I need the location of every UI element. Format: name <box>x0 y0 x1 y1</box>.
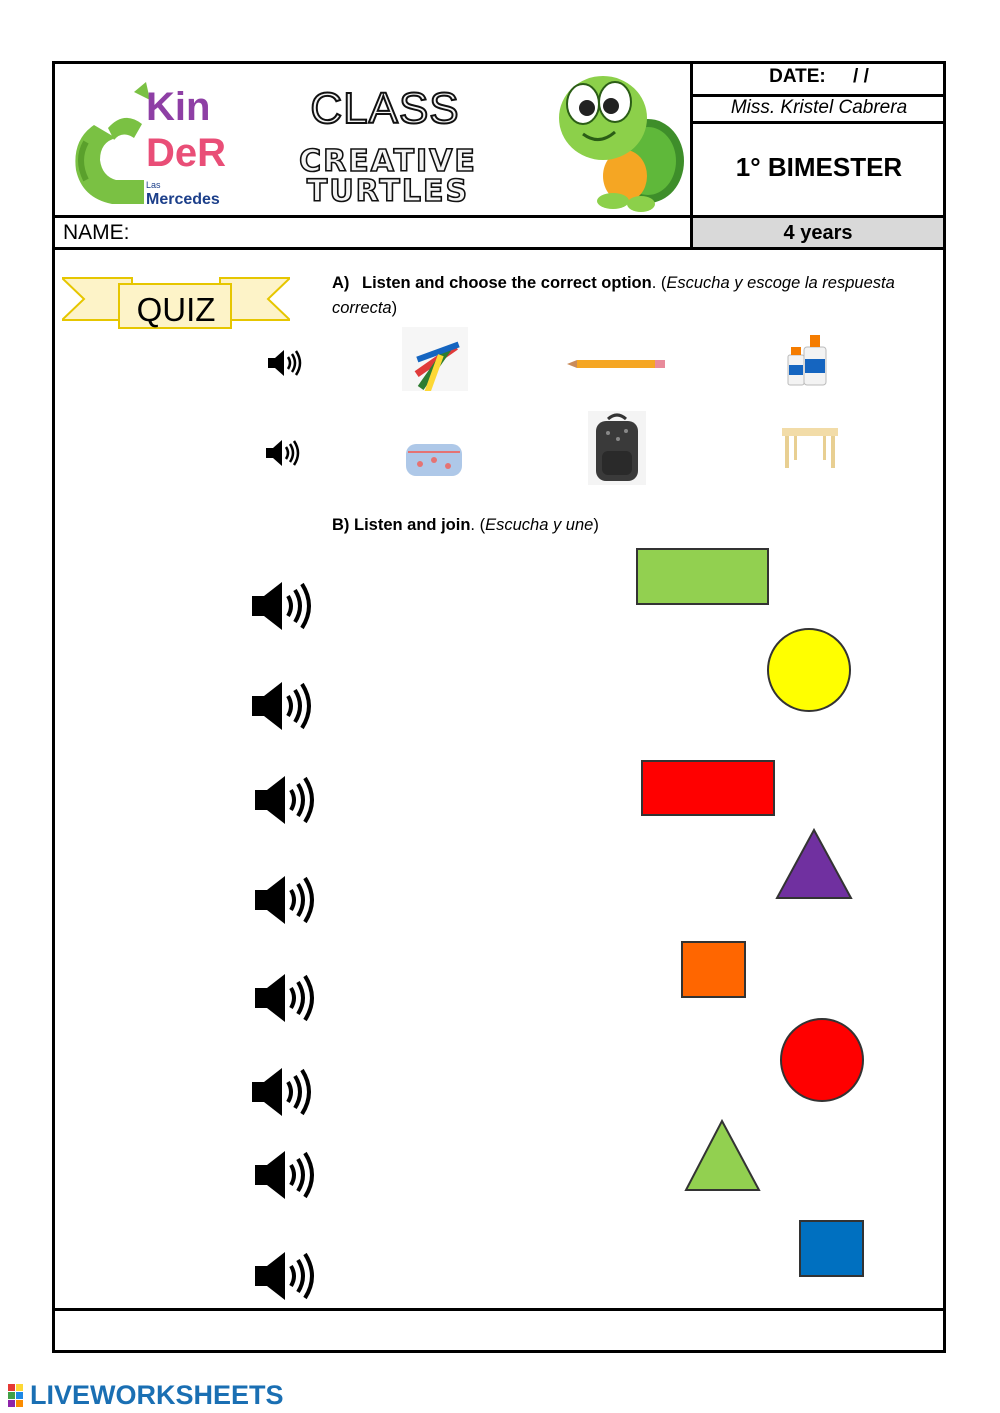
section-b-instruction <box>332 513 732 538</box>
purple-triangle[interactable] <box>777 830 851 898</box>
yellow-circle[interactable] <box>768 629 850 711</box>
speaker-icon[interactable] <box>250 580 314 637</box>
shapes-area <box>600 540 900 1300</box>
class-label: CLASS <box>310 84 460 133</box>
teacher-name: Miss. Kristel Cabrera <box>730 97 908 118</box>
red-circle[interactable] <box>781 1019 863 1101</box>
section-a-italic: Escucha y escoge la respuesta correcta <box>332 274 895 317</box>
section-a-tail: . ( <box>651 274 667 292</box>
crayons-icon[interactable] <box>402 327 468 391</box>
speaker-icon[interactable] <box>253 774 317 831</box>
team-line-2: TURTLES <box>306 174 470 209</box>
section-b-tail: . ( <box>470 516 486 534</box>
kinder-logo <box>64 80 234 210</box>
backpack-icon[interactable] <box>588 411 646 485</box>
glue-icon[interactable] <box>786 333 830 387</box>
header-divider <box>693 121 946 124</box>
pencil-case-icon[interactable] <box>404 430 464 482</box>
footer-brand[interactable]: LIVEWORKSHEETS <box>30 1380 284 1410</box>
header-divider <box>52 247 946 250</box>
age-label: 4 years <box>783 222 853 244</box>
date-field[interactable] <box>695 66 943 88</box>
section-a-letter: A) <box>332 274 350 292</box>
speaker-icon[interactable] <box>253 1149 317 1206</box>
section-a-close: ) <box>391 299 398 317</box>
name-input[interactable] <box>140 218 688 247</box>
table-icon[interactable] <box>780 424 840 470</box>
team-name <box>278 144 498 209</box>
orange-square[interactable] <box>682 942 745 997</box>
speaker-icon[interactable] <box>250 1066 314 1123</box>
section-b-italic: Escucha y une <box>485 516 594 534</box>
speaker-icon[interactable] <box>250 680 314 737</box>
speaker-icon[interactable] <box>266 348 302 383</box>
logo-mercedes: Mercedes <box>146 191 220 208</box>
quiz-label: QUIZ <box>136 291 216 328</box>
green-triangle[interactable] <box>686 1121 759 1190</box>
section-b-bold: B) Listen and join <box>332 516 471 534</box>
blue-square[interactable] <box>800 1221 863 1276</box>
section-a-instruction <box>332 271 912 321</box>
speaker-icon[interactable] <box>253 972 317 1029</box>
green-rectangle[interactable] <box>637 549 768 604</box>
speaker-icon[interactable] <box>264 438 300 473</box>
pencil-icon[interactable] <box>565 355 667 373</box>
date-slashes: / / <box>853 66 869 87</box>
date-label: DATE: <box>769 66 826 87</box>
footer-divider <box>52 1308 946 1311</box>
section-a-bold: Listen and choose the correct option <box>362 274 652 292</box>
team-line-1: CREATIVE <box>299 144 477 179</box>
red-rectangle[interactable] <box>642 761 774 815</box>
logo-kin: Kin <box>146 85 211 129</box>
speaker-icon[interactable] <box>253 1250 317 1307</box>
liveworksheets-logo-icon <box>8 1384 32 1408</box>
name-label: NAME: <box>63 221 130 244</box>
logo-der: DeR <box>146 131 227 175</box>
section-b-close: ) <box>593 516 599 534</box>
speaker-icon[interactable] <box>253 874 317 931</box>
turtle-mascot-icon <box>553 66 688 214</box>
bimester-label: 1° BIMESTER <box>735 152 903 182</box>
logo-las: Las <box>146 180 161 190</box>
